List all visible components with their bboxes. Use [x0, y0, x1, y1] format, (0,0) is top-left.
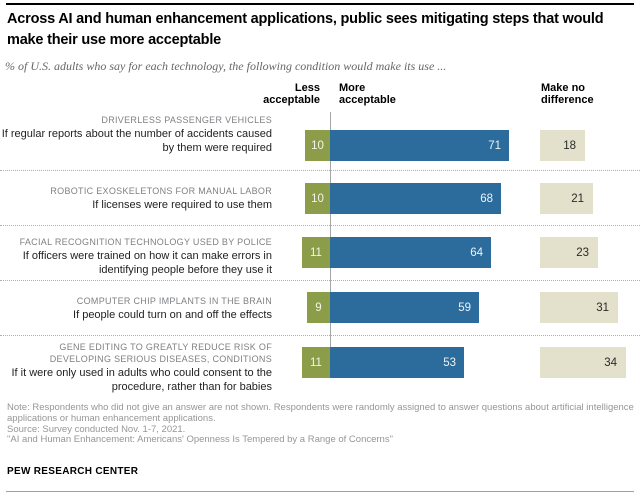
column-header-make-no-difference: Make no difference [541, 82, 594, 106]
bar-more-acceptable [330, 292, 479, 323]
bar-value-label: 23 [576, 246, 589, 259]
row-label-robotic-exoskeletons [0, 185, 272, 213]
row-separator [0, 225, 640, 226]
bar-less-acceptable [302, 347, 330, 378]
bar-value-label: 71 [488, 139, 501, 152]
bar-value-label: 34 [604, 356, 617, 369]
row-condition: If licenses were required to use them [92, 199, 272, 211]
page-title: Across AI and human enhancement applications, public sees mitigating steps that would make their use more acceptable [7, 11, 604, 48]
bar-less-acceptable [305, 130, 330, 161]
bar-more-acceptable [330, 347, 464, 378]
row-condition: If officers were trained on how it can make errors in identifying people before they use it [22, 250, 272, 276]
bar-make-no-difference [540, 130, 585, 161]
row-separator [0, 335, 640, 336]
bar-value-label: 11 [310, 356, 322, 369]
bar-value-label: 53 [443, 356, 456, 369]
row-label-driverless-vehicles [0, 114, 272, 155]
chart-subtitle: % of U.S. adults who say for each technology, the following condition would make its use ... [5, 59, 447, 73]
row-label-facial-recognition [0, 236, 272, 277]
row-condition: If regular reports about the number of accidents caused by them were required [1, 128, 272, 154]
top-divider [6, 3, 634, 5]
pew-research-center-wordmark: PEW RESEARCH CENTER [7, 466, 139, 477]
bar-more-acceptable [330, 130, 509, 161]
row-category: GENE EDITING TO GREATLY REDUCE RISK OF DEVELOPING SERIOUS DISEASES, CONDITIONS [49, 342, 272, 364]
footer-report-title: "AI and Human Enhancement: Americans' Openness Is Tempered by a Range of Concerns" [7, 434, 393, 446]
row-label-gene-editing [0, 341, 272, 394]
row-category: DRIVERLESS PASSENGER VEHICLES [101, 115, 272, 125]
bar-make-no-difference [540, 237, 598, 268]
bar-make-no-difference [540, 292, 618, 323]
bar-value-label: 21 [571, 192, 584, 205]
bar-more-acceptable [330, 237, 491, 268]
column-header-less-acceptable: Less acceptable [263, 82, 320, 106]
bar-less-acceptable [307, 292, 330, 323]
bar-more-acceptable [330, 183, 501, 214]
bottom-divider [6, 491, 634, 492]
bar-value-label: 9 [315, 301, 322, 314]
bar-make-no-difference [540, 183, 593, 214]
bar-less-acceptable [305, 183, 330, 214]
footer-note: Note: Respondents who did not give an answer are not shown. Respondents were randomly assigned to answer questions about artificial intelligence applications or human enhancement applications. [7, 402, 634, 424]
footer-notes [7, 403, 634, 446]
bar-value-label: 10 [311, 192, 324, 205]
bar-value-label: 68 [480, 192, 493, 205]
bar-value-label: 18 [563, 139, 576, 152]
row-separator [0, 280, 640, 281]
bar-value-label: 11 [310, 246, 322, 259]
bar-value-label: 64 [470, 246, 483, 259]
row-condition: If people could turn on and off the effects [73, 309, 272, 321]
bar-value-label: 59 [458, 301, 471, 314]
bar-value-label: 31 [596, 301, 609, 314]
bar-less-acceptable [302, 237, 330, 268]
row-category: FACIAL RECOGNITION TECHNOLOGY USED BY POLICE [19, 237, 272, 247]
row-separator [0, 170, 640, 171]
row-category: ROBOTIC EXOSKELETONS FOR MANUAL LABOR [50, 186, 272, 196]
bar-value-label: 10 [311, 139, 324, 152]
bar-make-no-difference [540, 347, 626, 378]
footer-source: Source: Survey conducted Nov. 1-7, 2021. [7, 423, 186, 435]
row-category: COMPUTER CHIP IMPLANTS IN THE BRAIN [76, 296, 272, 306]
row-condition: If it were only used in adults who could consent to the procedure, rather than for babies [11, 367, 272, 393]
column-header-more-acceptable: More acceptable [339, 82, 396, 106]
row-label-brain-chip-implants [0, 295, 272, 323]
